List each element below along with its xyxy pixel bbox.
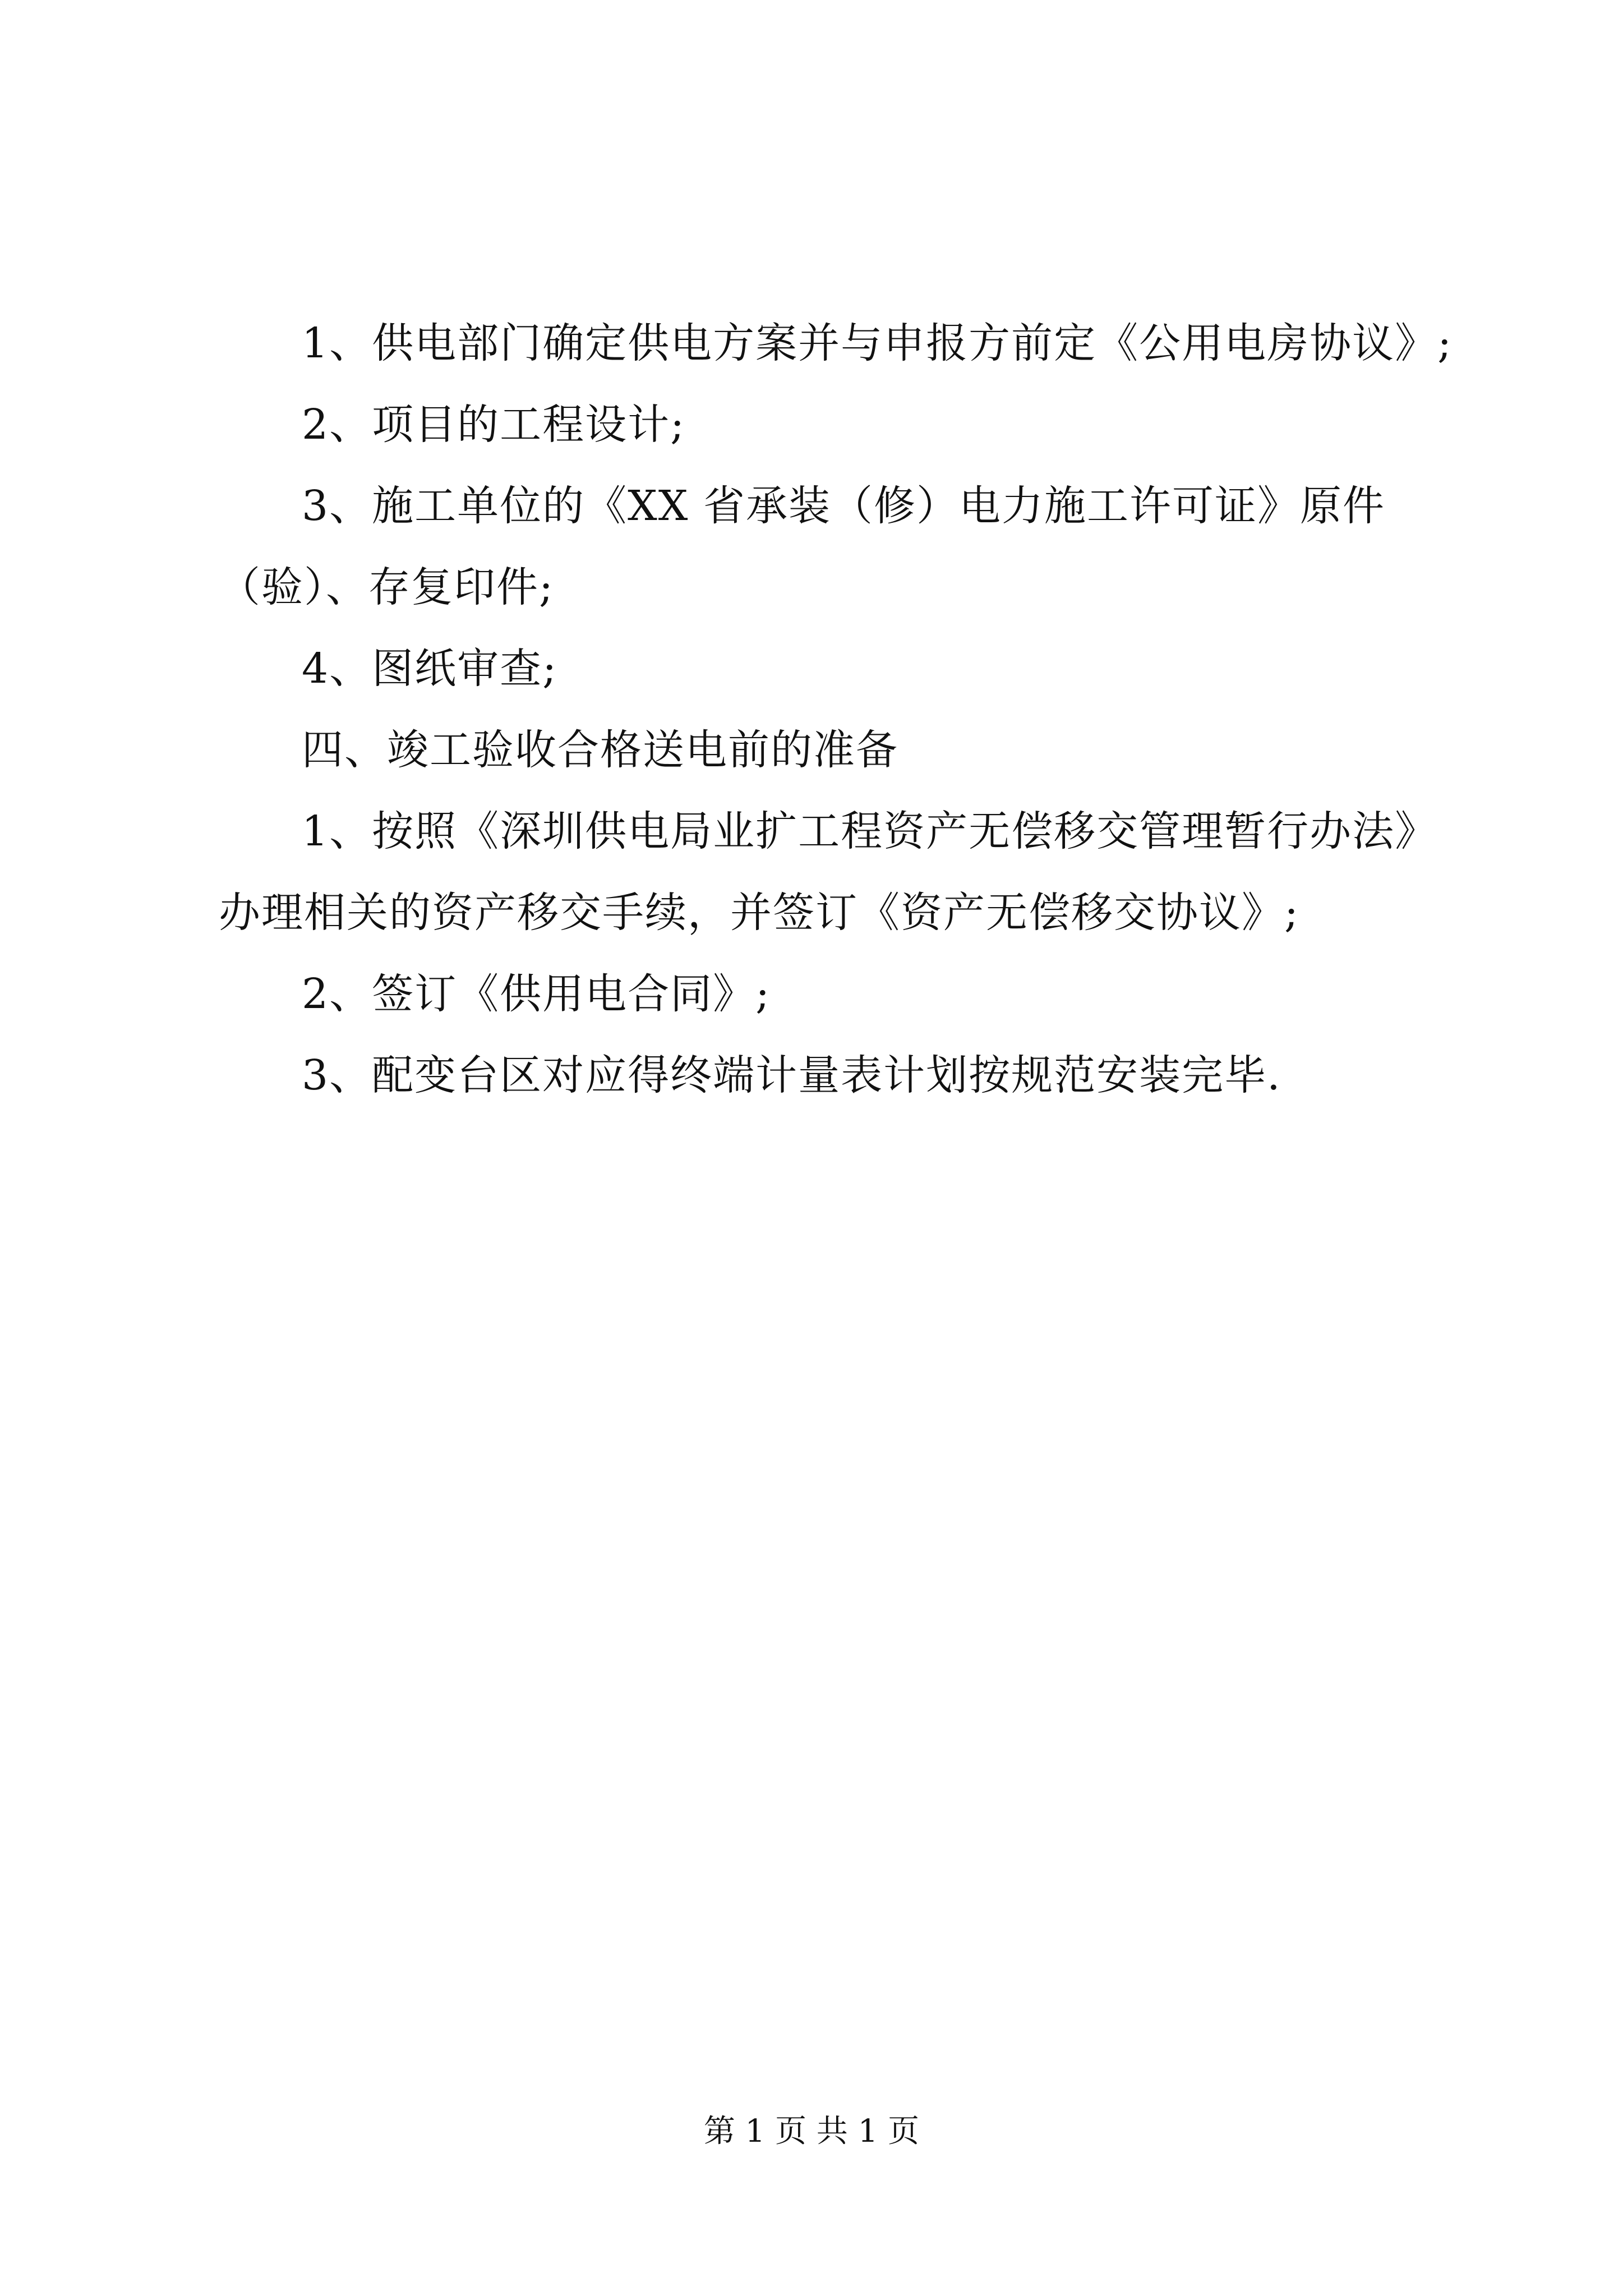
paragraph-line: 4、图纸审查; [302, 645, 558, 693]
document-body [219, 303, 1475, 1116]
paragraph-line: 1、供电部门确定供电方案并与申报方前定《公用电房协议》; [302, 319, 1453, 367]
paragraph-line: 2、项目的工程设计; [302, 401, 686, 449]
paragraph-line-continuation: 办理相关的资产移交手续，并签订《资产无偿移交协议》; [219, 889, 1299, 937]
paragraph-line: 2、签订《供用电合同》; [302, 970, 771, 1018]
paragraph-line: 3、施工单位的《XX 省承装（修）电力施工许可证》原件 [302, 482, 1385, 530]
section-heading: 四、竣工验收合格送电前的准备 [302, 726, 898, 774]
page-footer: 第 1 页 共 1 页 [703, 2113, 920, 2150]
paragraph-line: 1、按照《深圳供电局业扩工程资产无偿移交管理暂行办法》 [302, 807, 1438, 855]
paragraph-line-continuation: （验）、存复印件; [219, 563, 554, 611]
paragraph-line: 3、配变台区对应得终端计量表计划按规范安装完毕. [302, 1051, 1281, 1099]
